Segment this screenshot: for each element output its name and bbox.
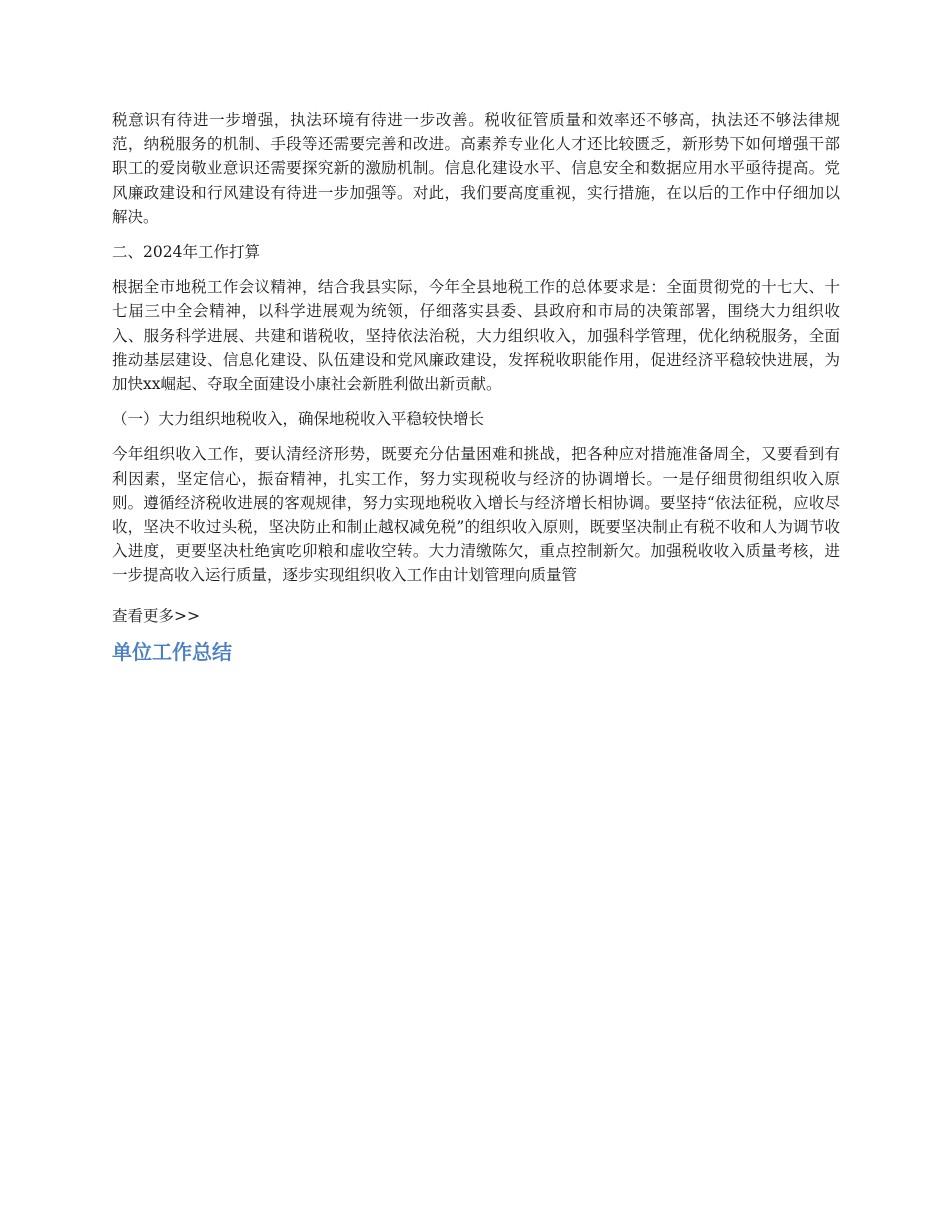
view-more-link[interactable]: 查看更多>>: [112, 606, 200, 625]
paragraph-revenue-work: 今年组织收入工作，要认清经济形势，既要充分估量困难和挑战，把各种应对措施准备周全，又要看到有利因素，坚定信心，振奋精神，扎实工作，努力实现税收与经济的协调增长。一是仔细贯彻组织收入原则。遵循经济税收进展的客观规律，努力实现地税收入增长与经济增长相协调。要坚持“依法征税，应收尽收，坚决不收过头税，坚决防止和制止越权减免税”的组织收入原则，既要坚决制止有税不收和人为调节收入进度，更要坚决杜绝寅吃卯粮和虚收空转。大力清缴陈欠，重点控制新欠。加强税收收入质量考核，进一步提高收入运行质量，逐步实现组织收入工作由计划管理向质量管: [112, 445, 840, 585]
paragraph-problems: 税意识有待进一步增强，执法环境有待进一步改善。税收征管质量和效率还不够高，执法还不够法律规范，纳税服务的机制、手段等还需要完善和改进。高素养专业化人才还比较匮乏，新形势下如何增强干部职工的爱岗敬业意识还需要探究新的激励机制。信息化建设水平、信息安全和数据应用水平亟待提高。党风廉政建设和行风建设有待进一步加强等。对此，我们要高度重视，实行措施，在以后的工作中仔细加以解决。: [112, 111, 840, 226]
heading-organize-revenue: （一）大力组织地税收入，确保地税收入平稳较快增长: [112, 410, 485, 429]
heading-work-plan: 二、2024年工作打算: [112, 243, 260, 262]
paragraph-overall-requirements: 根据全市地税工作会议精神，结合我县实际，今年全县地税工作的总体要求是：全面贯彻党的十七大、十七届三中全会精神，以科学进展观为统领，仔细落实县委、县政府和市局的决策部署，围绕大力组织收入、服务科学进展、共建和谐税收，坚持依法治税，大力组织收入，加强科学管理，优化纳税服务，全面推动基层建设、信息化建设、队伍建设和党风廉政建设，发挥税收职能作用，促进经济平稳较快进展，为加快xx崛起、夺取全面建设小康社会新胜利做出新贡献。: [112, 278, 840, 394]
document-body: [112, 108, 840, 667]
section-title-unit-summary[interactable]: 单位工作总结: [112, 639, 232, 664]
